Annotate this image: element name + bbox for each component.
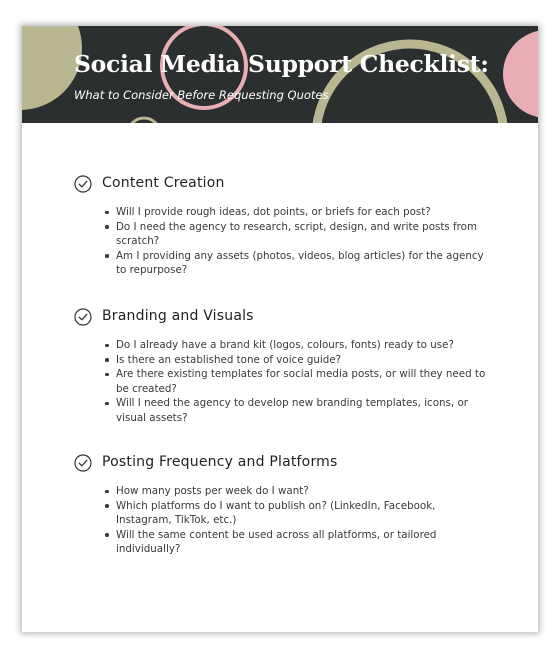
section-branding-and-visuals bbox=[74, 308, 494, 425]
section-title: Branding and Visuals bbox=[102, 308, 254, 324]
checklist-item: Am I providing any assets (photos, videos, blog articles) for the agency to repurpose? bbox=[114, 249, 494, 278]
checklist-item: How many posts per week do I want? bbox=[114, 484, 494, 499]
checklist bbox=[74, 484, 494, 557]
section-title: Content Creation bbox=[102, 175, 225, 191]
header-banner bbox=[22, 26, 538, 123]
check-circle-icon bbox=[74, 308, 92, 326]
checklist-item: Is there an established tone of voice guide? bbox=[114, 353, 494, 368]
checklist bbox=[74, 205, 494, 278]
checklist-item: Will the same content be used across all platforms, or tailored individually? bbox=[114, 528, 494, 557]
checklist-item: Will I provide rough ideas, dot points, or briefs for each post? bbox=[114, 205, 494, 220]
section-posting-frequency bbox=[74, 454, 494, 557]
page-subtitle: What to Consider Before Requesting Quotes bbox=[74, 88, 329, 102]
checklist-item: Are there existing templates for social media posts, or will they need to be created? bbox=[114, 367, 494, 396]
checklist-item: Which platforms do I want to publish on? (LinkedIn, Facebook, Instagram, TikTok, etc.) bbox=[114, 499, 494, 528]
checklist-item: Do I need the agency to research, script, design, and write posts from scratch? bbox=[114, 220, 494, 249]
checklist-item: Will I need the agency to develop new branding templates, icons, or visual assets? bbox=[114, 396, 494, 425]
check-circle-icon bbox=[74, 175, 92, 193]
page-title: Social Media Support Checklist: bbox=[74, 50, 489, 78]
check-circle-icon bbox=[74, 454, 92, 472]
section-title: Posting Frequency and Platforms bbox=[102, 454, 338, 470]
checklist bbox=[74, 338, 494, 425]
checklist-item: Do I already have a brand kit (logos, colours, fonts) ready to use? bbox=[114, 338, 494, 353]
section-content-creation bbox=[74, 175, 494, 278]
checklist-document bbox=[22, 26, 538, 632]
